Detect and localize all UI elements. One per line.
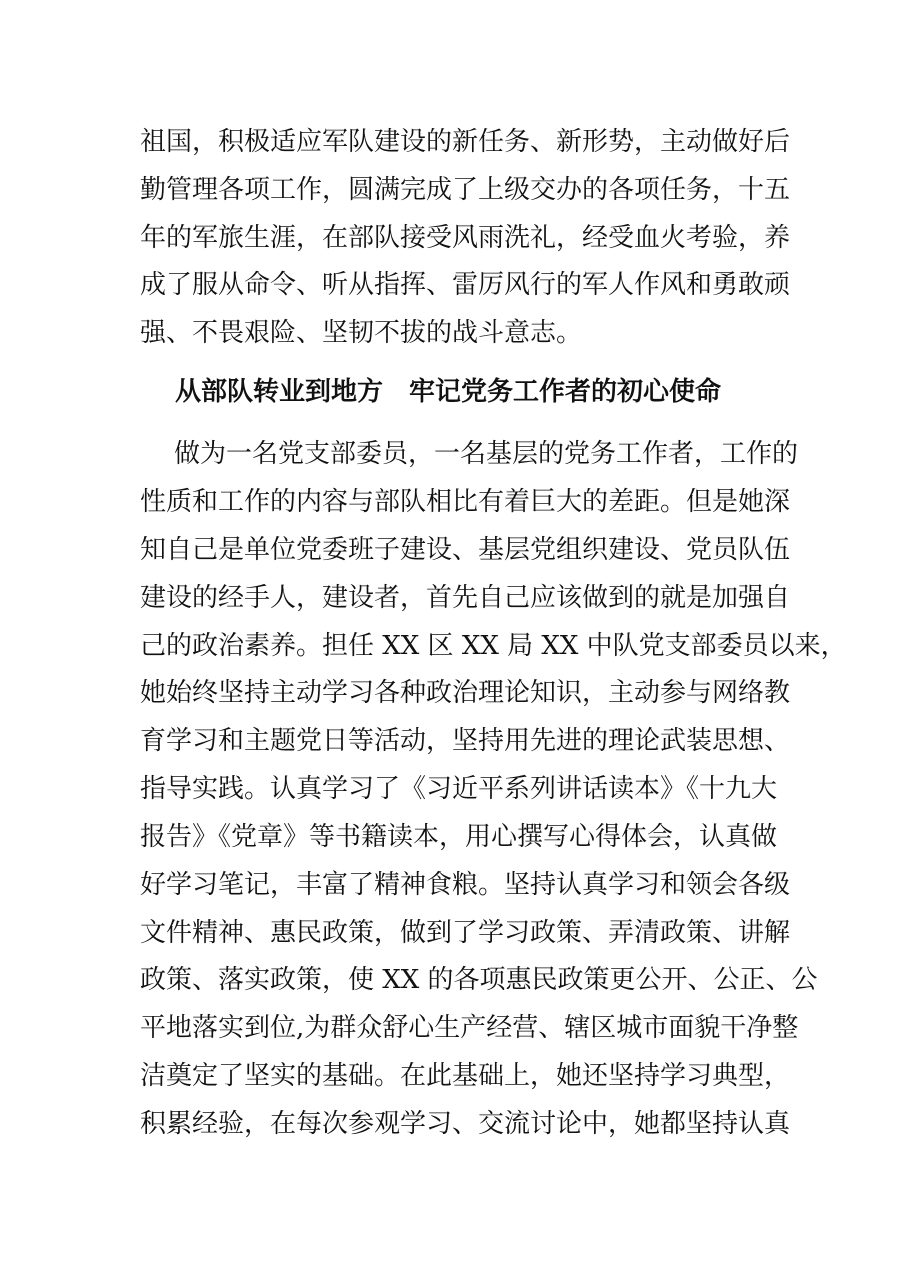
paragraph-line: 年的军旅生涯，在部队接受风雨洗礼，经受血火考验，养	[140, 223, 791, 253]
paragraph-line: 洁奠定了坚实的基础。在此基础上，她还坚持学习典型，	[140, 1061, 791, 1091]
paragraph-line: 勤管理各项工作，圆满完成了上级交办的各项任务，十五	[140, 175, 791, 205]
paragraph-line: 好学习笔记，丰富了精神食粮。坚持认真学习和领会各级	[140, 870, 791, 900]
paragraph-line: 知自己是单位党委班子建设、基层党组织建设、党员队伍	[140, 535, 791, 565]
paragraph-line: 指导实践。认真学习了《习近平系列讲话读本》《十九大	[140, 774, 778, 804]
paragraph-line: 文件精神、惠民政策，做到了学习政策、弄清政策、讲解	[140, 918, 791, 948]
paragraph-line: 祖国，积极适应军队建设的新任务、新形势，主动做好后	[140, 127, 791, 157]
paragraph-line: 做为一名党支部委员，一名基层的党务工作者，工作的	[174, 439, 799, 469]
paragraph-line: 育学习和主题党日等活动，坚持用先进的理论武装思想、	[140, 726, 791, 756]
section-heading: 从部队转业到地方 牢记党务工作者的初心使命	[175, 377, 722, 407]
paragraph-line: 政策、落实政策，使 XX 的各项惠民政策更公开、公正、公	[140, 965, 818, 995]
paragraph-line: 报告》《党章》等书籍读本，用心撰写心得体会，认真做	[140, 822, 778, 852]
paragraph-line: 平地落实到位,为群众舒心生产经营、辖区城市面貌干净整	[140, 1013, 799, 1043]
paragraph-line: 强、不畏艰险、坚韧不拔的战斗意志。	[140, 318, 583, 348]
paragraph-line: 己的政治素养。担任 XX 区 XX 局 XX 中队党支部委员以来，	[140, 631, 847, 661]
paragraph-line: 性质和工作的内容与部队相比有着巨大的差距。但是她深	[140, 487, 791, 517]
paragraph-line: 积累经验，在每次参观学习、交流讨论中，她都坚持认真	[140, 1109, 791, 1139]
paragraph-line: 她始终坚持主动学习各种政治理论知识，主动参与网络教	[140, 678, 791, 708]
paragraph-line: 成了服从命令、听从指挥、雷厉风行的军人作风和勇敢顽	[140, 270, 791, 300]
paragraph-line: 建设的经手人，建设者，首先自己应该做到的就是加强自	[140, 583, 791, 613]
